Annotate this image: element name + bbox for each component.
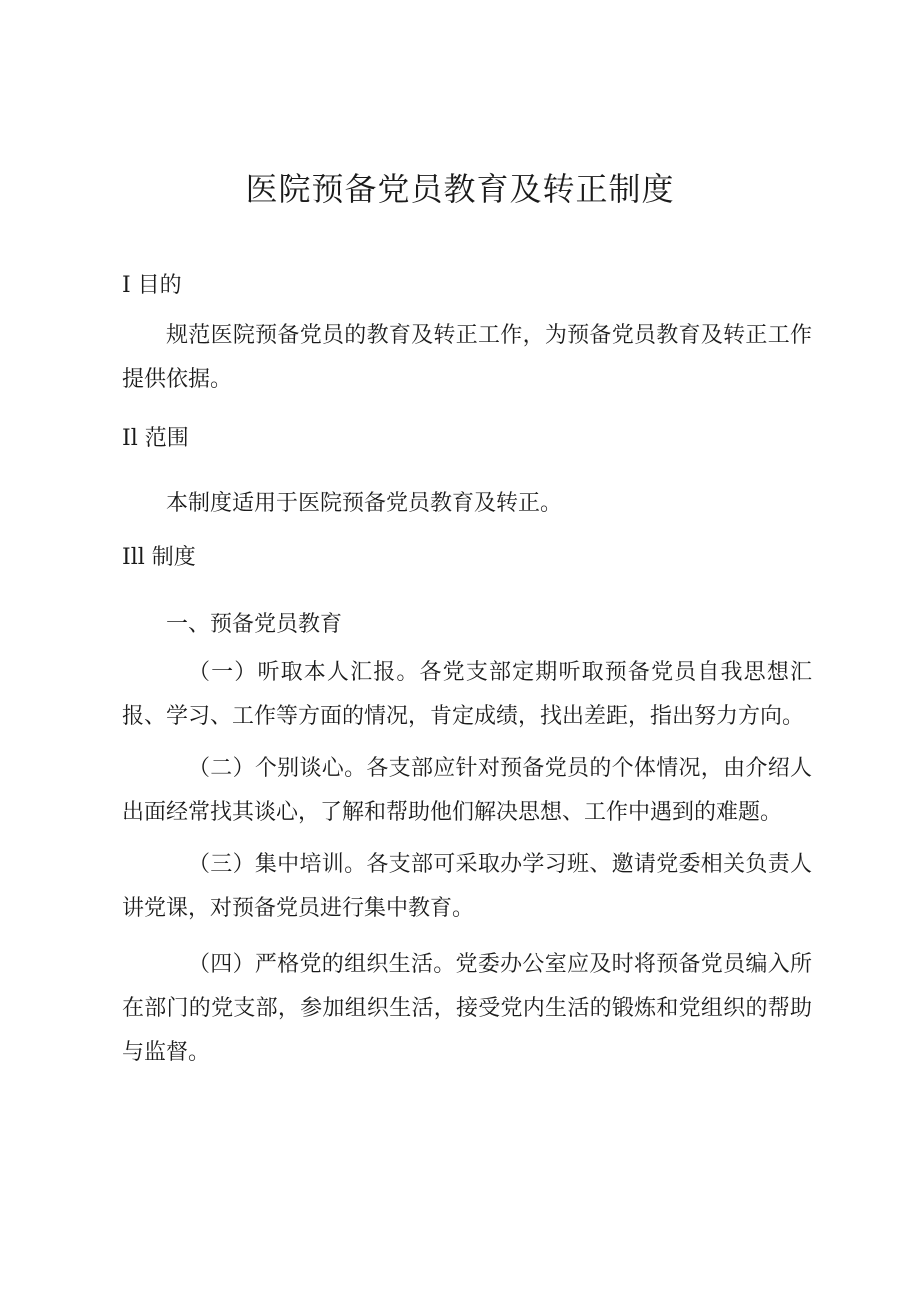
- section-heading-purpose: I 目的: [122, 273, 182, 298]
- rule-item-1: （一）听取本人汇报。各党支部定期听取预备党员自我思想汇报、学习、工作等方面的情况，肯定成绩，找出差距，指出努力方向。: [122, 660, 812, 729]
- rule-item-4: （四）严格党的组织生活。党委办公室应及时将预备党员编入所在部门的党支部，参加组织生活，接受党内生活的锻炼和党组织的帮助与监督。: [122, 952, 812, 1065]
- rule-item-3: （三）集中培训。各支部可采取办学习班、邀请党委相关负责人讲党课，对预备党员进行集中教育。: [122, 852, 812, 921]
- section-body-purpose: 规范医院预备党员的教育及转正工作，为预备党员教育及转正工作提供依据。: [122, 323, 812, 392]
- rule-item-2: （二）个别谈心。各支部应针对预备党员的个体情况，由介绍人出面经常找其谈心，了解和帮助他们解决思想、工作中遇到的难题。: [122, 756, 812, 825]
- section-body-scope: 本制度适用于医院预备党员教育及转正。: [166, 491, 563, 516]
- document-title: 医院预备党员教育及转正制度: [245, 170, 675, 208]
- section-heading-scope: Il 范围: [122, 426, 189, 451]
- section-heading-rules: Ill 制度: [122, 545, 196, 570]
- subsection-heading-education: 一、预备党员教育: [166, 612, 343, 637]
